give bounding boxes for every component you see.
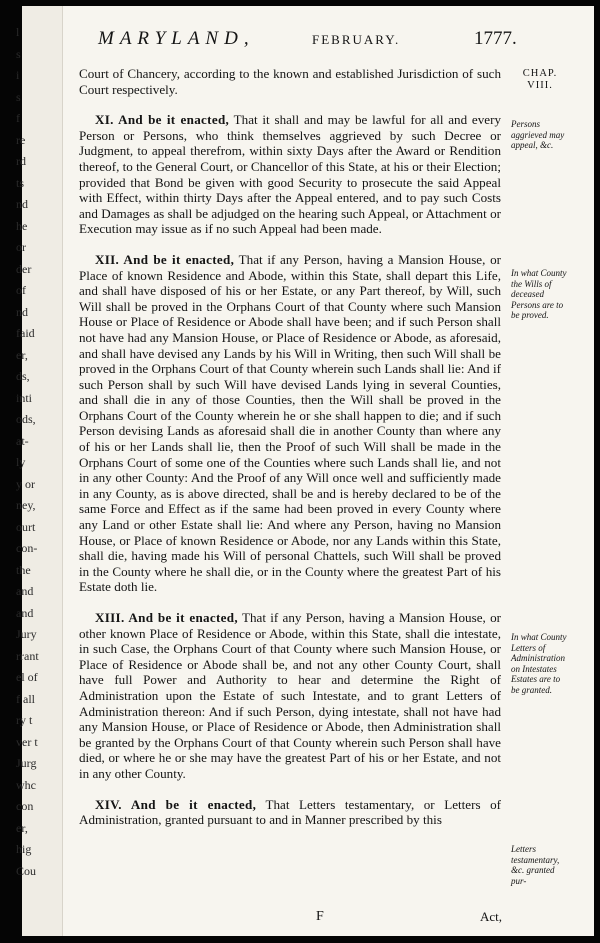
bleed-fragment: inti bbox=[16, 390, 33, 405]
section-lead: XII. And be it enacted, bbox=[95, 251, 235, 267]
statute-text bbox=[79, 66, 501, 828]
bleed-fragment: f all bbox=[16, 691, 35, 706]
bleed-fragment: Jury bbox=[16, 627, 37, 641]
bleed-fragment: he bbox=[16, 218, 28, 233]
margin-note-appeal: Persons aggrieved may appeal, &c. bbox=[511, 119, 565, 151]
margin-notes-column bbox=[505, 6, 567, 936]
chapter-word: CHAP. bbox=[522, 68, 558, 79]
section-xiv bbox=[79, 797, 501, 828]
bleed-fragment: f bbox=[16, 111, 20, 125]
bleed-fragment: ry t bbox=[16, 713, 33, 727]
bleed-fragment: ly bbox=[16, 455, 26, 469]
bleed-fragment: er, bbox=[16, 347, 28, 362]
bleed-fragment: rrant bbox=[16, 648, 39, 663]
bleed-fragment: and bbox=[16, 605, 34, 620]
chapter-number: VIII. bbox=[527, 80, 553, 91]
bleed-fragment: der bbox=[16, 261, 32, 276]
section-xii bbox=[79, 252, 501, 595]
bleed-fragment: con- bbox=[16, 541, 38, 555]
bleed-fragment: or bbox=[16, 240, 26, 254]
bleed-fragment: and bbox=[16, 584, 34, 598]
paragraph-text: That it shall and may be lawful for all and every Person or Persons, who think themselves aggrieved by such Decree or Judgment, to appeal therefrom, within sixty Days after the Award or Rendition thereof, to the General Court, or Chancellor of this State, at his or their Election; provided that Bond be given with good Security to prosecute the said Appeal with Effect, within thirty Days after the Appeal entered, and to pay such Costs and Damages as shall be adjudged on the hearing such Appeal, or Attachment or Execution may issue as if no such Appeal had been made. bbox=[79, 112, 501, 237]
bleed-fragment: ds, bbox=[16, 369, 30, 383]
paragraph-continuation bbox=[79, 66, 501, 97]
bleed-fragment: er, bbox=[16, 820, 28, 835]
chapter-label bbox=[515, 68, 565, 92]
paragraph-text: That if any Person, having a Mansion House, or Place of known Residence and Abode, within this State, shall depart this Life, and shall have disposed of his or her Estate, or any Part thereof, by Will, such Will shall be proved in the Orphans Court of that County where such Mansion House or Place of Residence or Abode shall have been; and if such Person shall not have had any Mansion House, or Place of Residence or Abode, as aforesaid, and shall have devised any Lands by his Will in Writing, then such Will shall be proved in the Orphans Court of that County wherein such Lands shall lie: And if such Person shall by such Will have devised Lands lying in several Counties, and shall die in any of those Counties, then the Will shall be proved in the Orphans Court of the County wherein he or she shall happen to die; and if such Person devising Lands as aforesaid shall die in another County than where any of his or her Lands shall lie, then the Proof of such Will shall be made in the Orphans Court of some one of the Counties where such Lands shall lie, and not in any other County: And the Proof of any Will once well and sufficiently made in any County, as is above directed, shall be and is hereby declared to be of the same Force and Effect as if the same had been proved in every County where any Land or other Estate shall lie: And where any Person, having no Mansion House, or Place of known Residence or Abode, nor any Lands within this State, shall die, having made his Will of personal Chattels, such Will shall be proved in the County where he shall die, or in the County where the greatest Part of his Estate doth lie. bbox=[79, 251, 501, 595]
running-title: MARYLAND, bbox=[98, 28, 255, 49]
paragraph-text: That Letters testamentary, or Letters of Administration, granted pursuant to and in Manner prescribed by this bbox=[79, 796, 501, 828]
section-xiii bbox=[79, 610, 501, 782]
bleed-fragment: of bbox=[16, 283, 26, 297]
section-lead: XI. And be it enacted, bbox=[95, 112, 230, 128]
bleed-fragment: ourt bbox=[16, 519, 36, 534]
bleed-fragment: nd bbox=[16, 197, 28, 211]
bleed-fragment: Cou bbox=[16, 863, 37, 878]
bleed-fragment: Jurg bbox=[16, 756, 37, 770]
bleed-fragment: whc bbox=[16, 777, 36, 792]
bleed-fragment: at- bbox=[16, 433, 29, 448]
book-page bbox=[16, 6, 594, 936]
bleed-fragment: ods, bbox=[16, 412, 36, 426]
bleed-fragment: s bbox=[16, 89, 21, 104]
margin-note-wills: In what County the Wills of deceased Persons are to be proved. bbox=[511, 268, 567, 321]
bleed-fragment: con bbox=[16, 799, 34, 813]
section-lead: XIII. And be it enacted, bbox=[95, 610, 238, 625]
running-month: FEBRUARY. bbox=[312, 32, 401, 47]
bleed-fragment: ver t bbox=[16, 734, 38, 749]
paragraph-text: That if any Person, having a Mansion House, or other known Place of Residence or Abode, within this State, shall die intestate, in such Case, the Orphans Court of that County where such Mansion House, or Place of Residence or Abode shall be, and not any other County Court, shall have full Power and Authority to hear and determine the Right of Administration upon the Estate of such Intestate, and to grant Letters of Administration thereon: And if such Person, dying intestate, shall not have had any Mansion House, or Place of Residence or Abode, then Administration shall be granted by the Orphans Court of that County wherein such Person shall have died, or where he or she may have the greatest Part of his or her Estate, and not in any other County. bbox=[79, 610, 501, 781]
bleed-fragment: ts bbox=[16, 175, 25, 190]
margin-note-administration: In what County Letters of Administration on Intestates Estates are to be granted. bbox=[511, 632, 567, 695]
bleed-fragment: y or bbox=[16, 476, 35, 491]
bleed-fragment: the bbox=[16, 562, 31, 577]
running-year: 1777. bbox=[474, 28, 517, 49]
bleed-fragment: l bbox=[16, 25, 20, 39]
signature-mark: F bbox=[316, 909, 324, 924]
section-xi bbox=[79, 112, 501, 237]
bleed-fragment: rd bbox=[16, 154, 26, 168]
bleed-fragment: el of bbox=[16, 670, 38, 684]
running-header bbox=[74, 28, 558, 54]
catchword: Act, bbox=[480, 909, 503, 924]
bleed-fragment: s bbox=[16, 46, 21, 61]
bleed-fragment: i bbox=[16, 68, 20, 82]
section-lead: XIV. And be it enacted, bbox=[95, 796, 257, 812]
bleed-fragment: ney, bbox=[16, 498, 36, 512]
bleed-fragment: nd bbox=[16, 304, 28, 319]
paragraph-text: Court of Chancery, according to the known and established Jurisdiction of such Court respectively. bbox=[79, 66, 501, 97]
bleed-fragment: re bbox=[16, 132, 26, 147]
bleed-fragment: hig bbox=[16, 842, 32, 856]
margin-note-letters: Letters testamentary, &c. granted pur- bbox=[511, 844, 560, 886]
facing-page-bleed bbox=[16, 6, 63, 936]
bleed-fragment: faid bbox=[16, 326, 35, 340]
